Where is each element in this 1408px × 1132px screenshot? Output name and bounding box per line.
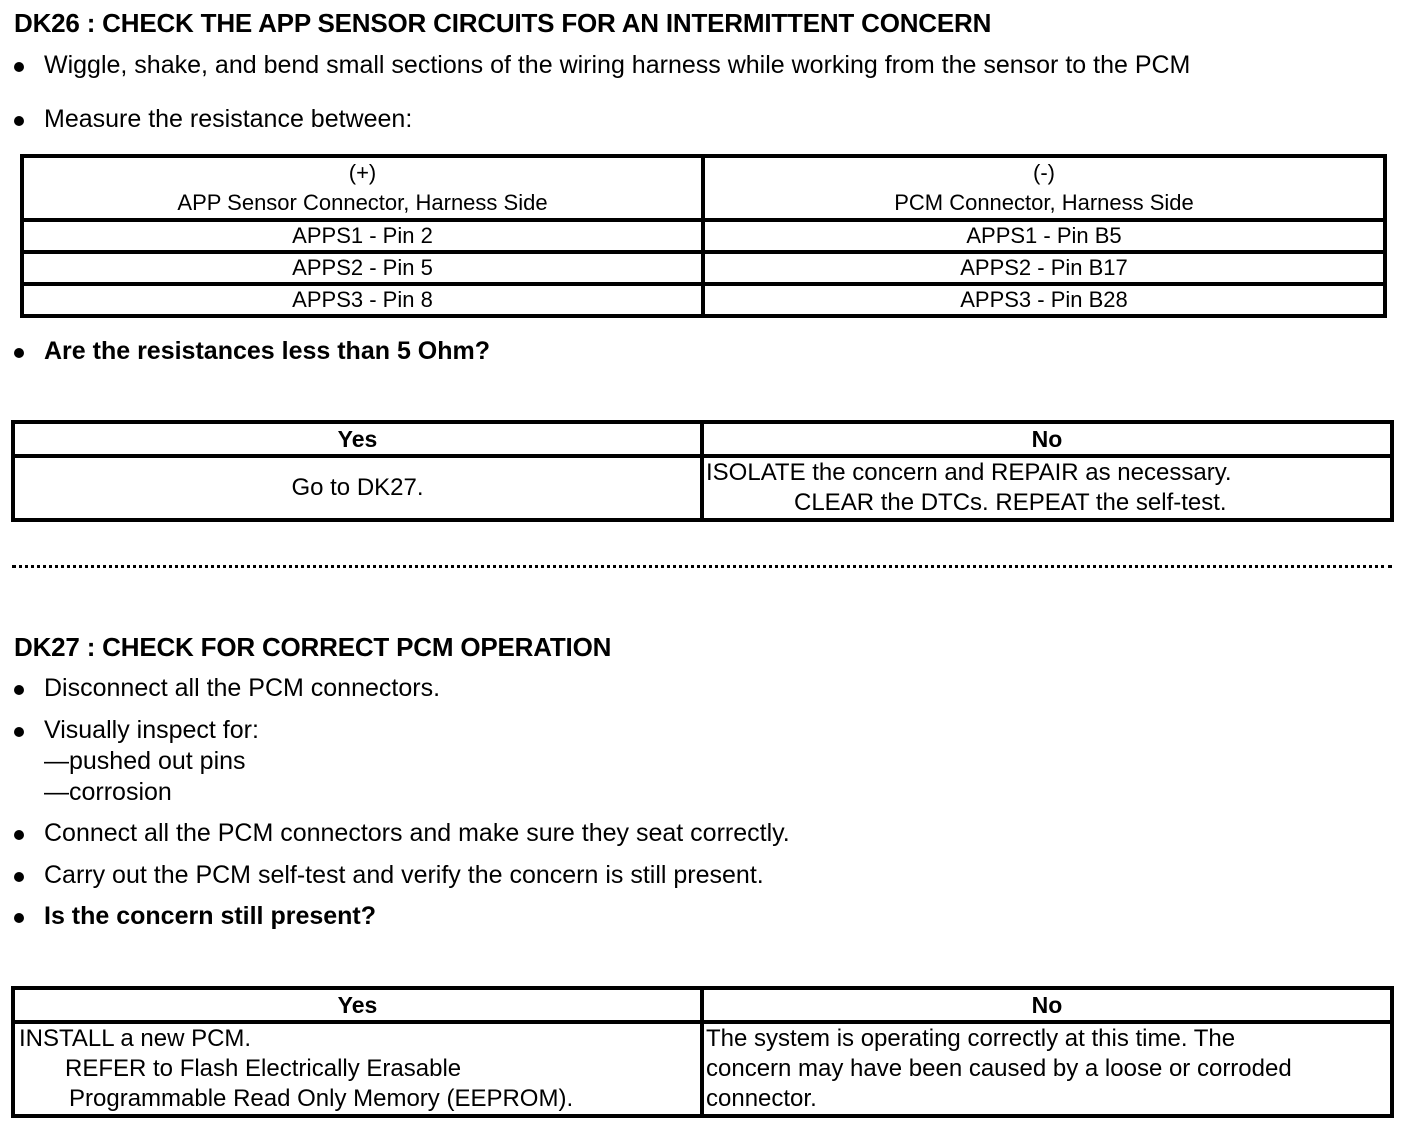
dk26-bullet-measure	[14, 104, 412, 135]
no-line: The system is operating correctly at this time. The	[706, 1025, 1236, 1052]
table-cell: APPS3 - Pin B28	[703, 284, 1385, 316]
answer-header-row	[13, 422, 1392, 456]
dk26-question	[14, 336, 490, 367]
dk27-bullet-disconnect	[14, 673, 440, 704]
bullet-icon	[14, 913, 24, 923]
bullet-icon	[14, 830, 24, 840]
table-cell: APPS1 - Pin 2	[22, 220, 703, 252]
bullet-text: Wiggle, shake, and bend small sections of the wiring harness while working from the sensor to the PCM	[44, 51, 1191, 79]
answer-body-row	[13, 456, 1392, 520]
dk26-answer-table	[11, 420, 1394, 522]
bullet-text	[44, 715, 259, 808]
no-cell	[702, 456, 1392, 520]
bullet-text: Carry out the PCM self-test and verify the concern is still present.	[44, 861, 764, 889]
no-line: concern may have been caused by a loose or corroded	[706, 1055, 1292, 1082]
table-row	[22, 220, 1385, 252]
dk27-answer-table	[11, 986, 1394, 1118]
section-divider	[12, 565, 1392, 568]
no-header: No	[702, 422, 1392, 456]
dk27-title: DK27 : CHECK FOR CORRECT PCM OPERATION	[14, 632, 612, 662]
yes-line: REFER to Flash Electrically Erasable	[65, 1055, 462, 1082]
yes-header: Yes	[13, 422, 702, 456]
table-header-row	[22, 156, 1385, 220]
negative-header-cell	[703, 156, 1385, 220]
bullet-text: Measure the resistance between:	[44, 105, 413, 133]
no-line: CLEAR the DTCs. REPEAT the self-test.	[794, 489, 1227, 516]
dk27-question	[14, 901, 376, 932]
inspect-item: —corrosion	[44, 778, 172, 806]
bullet-text: Disconnect all the PCM connectors.	[44, 674, 441, 702]
question-text: Are the resistances less than 5 Ohm?	[44, 337, 491, 365]
yes-line: Programmable Read Only Memory (EEPROM).	[69, 1085, 574, 1112]
dk27-bullet-inspect	[14, 715, 259, 808]
bullet-icon	[14, 685, 24, 695]
no-line: ISOLATE the concern and REPAIR as necessary.	[706, 459, 1232, 486]
dk26-title: DK26 : CHECK THE APP SENSOR CIRCUITS FOR AN INTERMITTENT CONCERN	[14, 8, 992, 38]
inspect-label: Visually inspect for:	[44, 716, 259, 744]
yes-cell	[13, 1022, 702, 1116]
inspect-item: —pushed out pins	[44, 747, 246, 775]
table-cell: APPS2 - Pin 5	[22, 252, 703, 284]
bullet-icon	[14, 348, 24, 358]
table-row	[22, 284, 1385, 316]
dk26-bullet-wiggle	[14, 50, 1190, 81]
no-header: No	[702, 988, 1392, 1022]
question-text: Is the concern still present?	[44, 902, 377, 930]
table-cell: APPS1 - Pin B5	[703, 220, 1385, 252]
bullet-icon	[14, 872, 24, 882]
positive-header-label: APP Sensor Connector, Harness Side	[177, 190, 548, 215]
yes-header: Yes	[13, 988, 702, 1022]
bullet-icon	[14, 116, 24, 126]
dk27-bullet-connect	[14, 818, 790, 849]
positive-header-cell	[22, 156, 703, 220]
positive-sign: (+)	[348, 160, 377, 185]
yes-cell: Go to DK27.	[13, 456, 702, 520]
table-cell: APPS2 - Pin B17	[703, 252, 1385, 284]
table-row	[22, 252, 1385, 284]
bullet-icon	[14, 62, 24, 72]
negative-header-label: PCM Connector, Harness Side	[894, 190, 1194, 215]
negative-sign: (-)	[1033, 160, 1055, 185]
no-line: connector.	[706, 1085, 817, 1112]
table-cell: APPS3 - Pin 8	[22, 284, 703, 316]
no-cell	[702, 1022, 1392, 1116]
bullet-icon	[14, 727, 24, 737]
answer-header-row	[13, 988, 1392, 1022]
dk27-bullet-selftest	[14, 860, 764, 891]
yes-line: INSTALL a new PCM.	[19, 1025, 252, 1052]
resistance-table	[20, 154, 1387, 318]
answer-body-row	[13, 1022, 1392, 1116]
bullet-text: Connect all the PCM connectors and make sure they seat correctly.	[44, 819, 790, 847]
